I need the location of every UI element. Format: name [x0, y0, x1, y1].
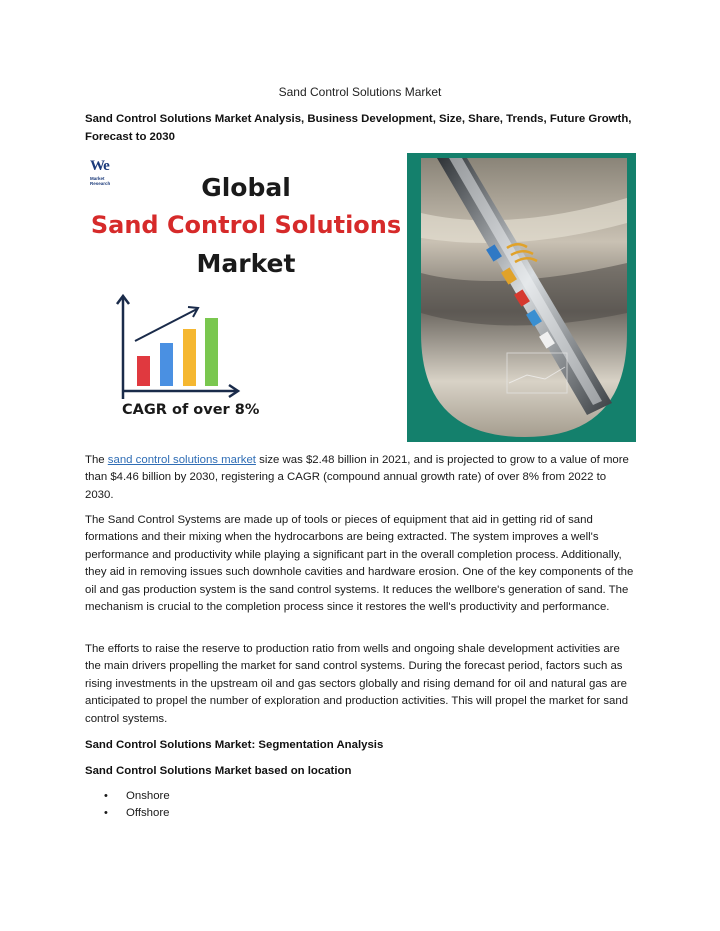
report-heading: Sand Control Solutions Market Analysis, Business Development, Size, Share, Trends, Future Growth, Forecast to 2030	[85, 113, 632, 143]
drivers-paragraph: The efforts to raise the reserve to production ratio from wells and ongoing shale development activities are the main drivers propelling the market for sand control systems. During the forecast period, factors such as rising investments in the upstream oil and gas sectors globally and rising demand for oil and natural gas are anticipated to propel the number of exploration and production activities. This will propel the market for sand control systems.	[85, 643, 629, 725]
location-list	[104, 788, 170, 823]
banner-global-text: Global	[201, 173, 291, 202]
segmentation-heading: Sand Control Solutions Market: Segmentation Analysis	[85, 739, 384, 751]
chart-bar-1	[137, 356, 150, 386]
intro-paragraph	[85, 452, 637, 504]
logo-subtext: Market	[90, 176, 105, 181]
market-banner-image	[85, 153, 636, 442]
document-title: Sand Control Solutions Market	[278, 85, 442, 99]
list-item-label: Offshore	[126, 807, 170, 820]
chart-bar-4	[205, 318, 218, 386]
banner-market-text: Market	[196, 249, 296, 278]
description-paragraph: The Sand Control Systems are made up of tools or pieces of equipment that aid in getting rid of sand formations and their mixing when the hydrocarbons are being extracted. The system improves a well's performance and productivity while playing a significant part in the overall completion process. Additionally, they aid in removing issues such downhole cavities and hardware erosion. One of the key components of the oil and gas production system is the sand control systems. It reduces the wellbore's generation of sand. The mechanism is crucial to the completion process since it restores the well's productivity and performance.	[85, 514, 634, 614]
location-heading: Sand Control Solutions Market based on location	[85, 765, 352, 777]
chart-bar-3	[183, 329, 196, 386]
wellbore-illustration	[407, 153, 636, 442]
list-item	[104, 788, 170, 805]
list-item	[104, 805, 170, 822]
list-item-label: Onshore	[126, 790, 170, 802]
cagr-label: CAGR of over 8%	[122, 402, 260, 418]
banner-left-panel	[85, 153, 407, 442]
chart-bar-2	[160, 343, 173, 386]
growth-chart-icon	[115, 291, 245, 401]
logo-subtext-2: Research	[90, 181, 111, 186]
logo-letters: We	[90, 158, 109, 174]
downhole-illustration	[407, 153, 636, 442]
market-link[interactable]: sand control solutions market	[107, 454, 256, 466]
bullet-icon: •	[104, 807, 108, 820]
bullet-icon: •	[104, 790, 108, 802]
banner-sand-control-text: Sand Control Solutions	[90, 211, 402, 239]
intro-suffix: size was $2.48 billion in 2021, and is projected to grow to a value of more than $4.46 billion by 2030, registering a CAGR (compound annual growth rate) of over 8% from 2022 to 2030.	[85, 454, 629, 501]
intro-prefix: The	[85, 454, 108, 466]
